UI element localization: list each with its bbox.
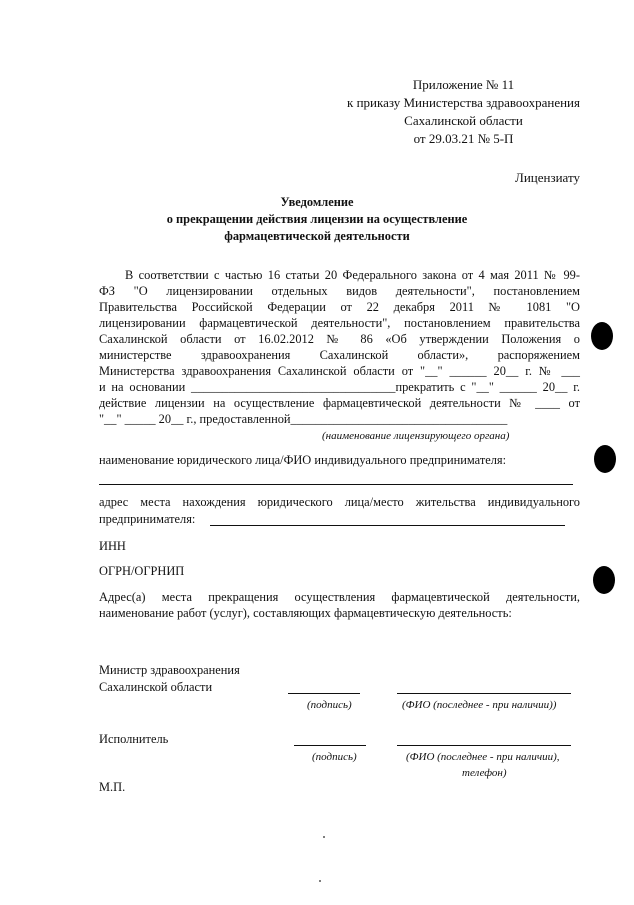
punch-hole-2 [594,445,616,473]
minister-title-line-2: Сахалинской области [99,680,213,694]
order-date-number: от 29.03.21 № 5-П [413,131,514,146]
address-line [210,525,565,526]
legal-entity-name-line [99,484,573,485]
order-reference: к приказу Министерства здравоохранения [347,95,580,110]
executor-signature-line [294,745,366,746]
punch-hole-1 [591,322,613,350]
legal-entity-name-label: наименование юридического лица/ФИО индивидуального предпринимателя: [99,453,507,467]
document-title [0,194,634,245]
executor-signature-caption: (подпись) [312,751,357,763]
minister-title-line-1: Министр здравоохранения [99,663,240,677]
scan-speck [319,880,321,882]
body-line-7: Министерства здравоохранения Сахалинской области от "__" ______ 20__ г. № ___ [99,364,580,378]
address-label-line-1: адрес места нахождения юридического лица/место жительства индивидуального [99,495,580,509]
inn-label: ИНН [99,539,126,553]
ogrn-label: ОГРН/ОГРНИП [99,564,185,578]
body-line-3: Правительства Российской Федерации от 22 декабря 2011 № 1081 "О [99,300,580,314]
title-line-1: Уведомление [280,195,354,209]
minister-signature-line [288,693,360,694]
body-line-1: В соответствии с частью 16 статьи 20 Федерального закона от 4 мая 2011 № 99- [125,268,580,282]
addressee: Лицензиату [515,170,580,185]
body-line-9: действие лицензии на осуществление фармацевтической деятельности № ____ от [99,396,580,410]
executor-fio-line [397,745,571,746]
title-line-3: фармацевтической деятельности [224,229,410,243]
appendix-number: Приложение № 11 [412,77,515,92]
body-line-2: ФЗ "О лицензировании отдельных видов деятельности", постановлением [99,284,580,298]
address-label-line-2: предпринимателя: [99,512,196,526]
minister-fio-line [397,693,571,694]
executor-fio-caption-2: телефон) [462,767,507,779]
body-line-6: министерстве здравоохранения Сахалинской области», распоряжением [99,348,580,362]
activity-places-line-2: наименование работ (услуг), составляющих фармацевтическую деятельность: [99,606,512,620]
region-name: Сахалинской области [404,113,523,128]
minister-fio-caption: (ФИО (последнее - при наличии)) [402,699,557,711]
body-line-4: лицензировании фармацевтической деятельности", постановлением правительства [99,316,580,330]
licensing-authority-caption: (наименование лицензирующего органа) [322,430,510,442]
activity-places-line-1: Адрес(а) места прекращения осуществления фармацевтической деятельности, [99,590,580,604]
body-line-8: и на основании _________________________________прекратить с "__" ______ 20__ г. [99,380,580,394]
appendix-header [347,76,580,148]
executor-label: Исполнитель [99,732,169,746]
executor-fio-caption-1: (ФИО (последнее - при наличии), [406,751,560,763]
body-line-10: "__" _____ 20__ г., предоставленной___________________________________ [99,412,508,426]
punch-hole-3 [593,566,615,594]
title-line-2: о прекращении действия лицензии на осуществление [166,212,468,226]
minister-signature-caption: (подпись) [307,699,352,711]
stamp-placeholder: М.П. [99,780,126,794]
scan-speck [323,836,325,838]
body-line-5: Сахалинской области от 16.02.2012 № 86 «Об утверждении Положения о [99,332,580,346]
